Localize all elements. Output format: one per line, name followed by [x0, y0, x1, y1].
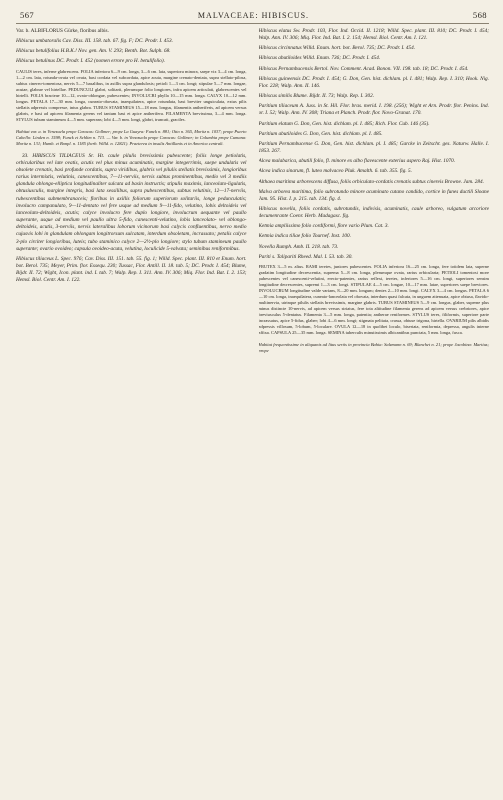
- paragraph: Hibiscus elatus Sw. Prodr. 103, Flor. Ind. Occid. II. 1218; Willd. Spec. plant. III. 810; DC. Prodr. I. 454; Walp. Ann. IV. 306; Miq. Flor. Ind. Bat. I. 2. 154; Hemsl. Biol. Centr. Am. I. 121.: [258, 28, 489, 42]
- paragraph: Hibiscus tiliaceus L. Spec. 976; Cav. Diss. III. 151. tab. 55. fig. 1; Willd. Spec. plant. III. 810 et Enum. hort. bot. Berol. 735; Meyer, Prim. flor. Essequ. 230; Tussac, Flor. Antill. II. 18. tab. 5; DC. Prodr. I. 454; Blume, Bijdr. II. 72; Wight, Icon. plant. ind. I. tab. 7; Walp. Rep. I. 311. Ann. IV. 306; Miq. Flor. Ind. Bat. I. 2. 153; Hemsl. Biol. Centr. Am. I. 122.: [16, 255, 247, 284]
- right-column: [259, 28, 490, 794]
- running-head: [16, 10, 489, 24]
- left-column: [16, 28, 247, 794]
- paragraph: Althaea maritima arborescens diffusa, foliis orbiculato-cordatis crenatis subtus cinereis Browne. Jam. 284.: [258, 178, 484, 185]
- paragraph: CAULIS teres, inferne glabrescens. FOLIA inferiora 6—9 cm. longa, 3—6 cm. lata, superiora minora, saepe vix 3—4 cm. longa, 1—2 cm. lata, rotunda-ovata vel ovata, basi cordata vel subcordata, apice acuta, margine crenato-dentata, supra stellato-pilosa, subtus cinereo-tomentosa, nervis 5—7 basalibus, in axillis supra glandulosis; petioli 1—3 cm. longi; stipulae 5—7 mm. longae, acutae, glabrae vel hirtellae. PEDUNCULI glabri, solitarii, plerumque folio longiores, infra apicem articulati, glabrescentes vel hirtelli. FOLIA bracteae 10—12, ovato-oblongae, pubescentes; INVOLUCRI phylla 10—15 mm. longa. CALYX 10—12 mm. longus. PETALA 17—30 mm. longa, cuneato-obovata, inaequilatera, apice rotundata, basi breviter unguiculata, extus pilis stellatis adpressis compresse, intus glabra. TUBUS STAMINEUS 15—18 mm. longus, filamentis antheriferis, ad apicem versus glabris, e basi ad apicem filamenta gerens vel tantum basi et apice antherifera. FILAMENTA brevissima, 3—4 mm. longa. STYLUS tubum stamineum 4—5 mm. superans; lobi 4—5 mm. longi, glabri, truncati, graciles.: [16, 68, 247, 122]
- paragraph: Hibiscus similis Blume. Bijdr. II. 73; Walp. Rep. I. 302.: [258, 93, 375, 100]
- left-page-number: 567: [20, 10, 35, 20]
- right-page-number: 568: [472, 10, 487, 20]
- paragraph: Paritium abutiloides G. Don, Gen. hist. dichlam. pl. I. 485.: [258, 130, 383, 137]
- paragraph: Hibiscus abutiloides Willd. Enum. 736; DC. Prodr. I. 454.: [258, 55, 381, 62]
- paragraph: Paritium tiliaceum A. Juss. in St. Hil. Flor. bras. merid. I. 198. (256); Wight et Arn. Prodr. flor. Penins. Ind. or. I. 52; Walp. Ann. IV. 308; Triana et Planch. Prodr. flor. Novo-Granat. 170.: [258, 103, 489, 117]
- paragraph: Paritium Pernambucense G. Don, Gen. hist. dichlam. pl. I. 485; Garcke in Zeitschr. ges. Naturw. Halle. I. 1853. 267.: [258, 140, 489, 155]
- paragraph: Pariti s. Talipariti Rheed. Mal. I. 53. tab. 30.: [258, 253, 353, 260]
- paragraph: Hibiscus novella, foliis cordatis, subrotundis, indivisis, acuminatis, caule arboreo, vulgatum arcoriore decumenrante Coenr. Herb. Madagasc. fig.: [258, 205, 489, 220]
- running-title: MALVACEAE: HIBISCUS.: [197, 11, 310, 20]
- paragraph: Malva arborea maritima, folio subrotundo minore acuminato cutano candido, cortice in funes ductili Sloane Jam. 95. Hist. I. p. 215. tab. 134. fig. 4.: [258, 188, 489, 202]
- paragraph: Hibiscus circinnatus Willd. Enum. hort. bot. Berol. 735; DC. Prodr. I. 454.: [258, 45, 416, 52]
- paragraph: Alcea indica sinarum, fl. luteo malvaceo Pluk. Amalth. 6. tab. 355. fig. 5.: [258, 168, 412, 175]
- paragraph: 33. HIBISCUS TILIACEUS Sr. Ht. caule pilulis brevissimis pubescente; foliis longe petiolatis, orbicularibus vel late ovatis, acutis vel plus minus acuminatis, margine integerrimis, saepe undulatis vel obsolete crenatis, basi profunde cordatis, supra viridibus, glabris vel pilulis stellatis brevissimis, longioribus rarius intermixtis, velutinis, canescentibus, 7—11-nerviis, nervis subtus prominentibus, medio vel 3 mediis glandula oblongo-elliptica longitudinaliter sulcata ad basin instructis; stipulis maximis, lanceolato-ligulatis, obtusiusculis, margine integris, basi lata sessilibus, supra pubescentibus, subtus velutinis, 12—17-nerviis, rubescentibus submembranaceis; floribus in axillis foliorum superiorum solitariis, longe pedunculatis; involucro campanulato, 9—11-dentato vel fere usque ad medium 9—11-fido, velutino, lobis deltoideis vel lanceolato-deltoideis, acutis; calyce involucro fere duplo longiore, involucrum aequante vel paullo superante, usque ad medium vel paullo ultra 5-fido, canescenti-velutino, lobis lanceolato- vel oblongo-deltoideis, acutis, 3-nerviis, nervis lateralibus loborum vicinorum basi calycis confluentibus, nervo medio cujusvis lobi in glandulam oblongam longitrorsum sulcatam, interdum obsoletam, incrassato; petalis calyce 3-plo circiter longioribus, luteis; tubo staminico calyce 2—2½-plo longiore; stylo tubum stamineum paullo superante; ovario ovoideo; capsula ovoideo-acuta, velutina, loculicide 5-valvata; seminibus reniformibus.: [16, 152, 247, 252]
- paragraph: Hibiscus Pernambucensis Bertol. Nov. Comment. Acad. Bonon. VII. 198. tab. 18; DC. Prodr. I. 454.: [258, 65, 469, 72]
- paragraph: Hibiscus betulinus DC. Prodr. I. 452 (nomen errore pro H. betulifolio).: [16, 58, 165, 65]
- paragraph: Ketmia indica tiliae folio Tournef. Inst. 100.: [258, 233, 351, 240]
- paragraph: Alcea malabarica, abutili folio, fl. minore ex albo flavescente exterius aspero Raj. Hist. 1070.: [258, 158, 456, 165]
- text-columns: [16, 28, 489, 794]
- paragraph: Paritium elatum G. Don, Gen. hist. dichlam. pl. I. 485; Rich. Flor. Cub. 146 (35).: [258, 120, 430, 127]
- paragraph: FRUTEX 3—5 m. altus. RAMI teretes, juniores pubescentes. FOLIA inferiora 16—25 cm. longa, fere totidem lata, superne gradatim longitudine decrescentia, suprema 5—8 cm. longa, plerumque ovata, rarius orbicularia; PETIOLI tomentosi more pubescentes vel canescenti-velutini, erecto-patentes, rarius reflexi, teretes, inferiores 5—16 cm. longi, superiores sensim longitudine decrescentes, supremi 1—3 cm. longi. STIPULAE 4—5 cm. longae, 10—17 mm. latae, superiores saepe breviores. INVOLUCRUM longitudine valde varians, 8—20 mm. longum; dentes 2—10 mm. longi. CALYX 3—4 cm. longus. PETALA 6—10 cm. longa, inaequilatera, cuneato-lanceolata vel obovata, interdum quasi falcata, in unguem attenuata, apice obtusa, flavido-multinervia, utrinque pilulis stellatis brevissimis, margine glabris. TUBUS STAMINEUS 5—9 cm. longus, glaber, superne plus minus distincte 10-nervis, ad apicem versus striatus, fere tota altitudine filamenta gerens ad apicem versus crebriores, apice breviusculus 5-dentatus. Filamenta 3—5 mm. longa, patentia; antherae reniformes. STYLUS teres, filiformis, superiore parte incrassatus, apice 5-fidus, glaber; lobi 4—6 mm. longi; stigmata pelitata, crassa, obtuse trigona, hirtella. OVARIUM pilis albidis adpressis villosum, 5-lobum, 5-loculare. OVULA 12—18 in quolibet loculo, biseriata, reniformia, depressa, angulis interne affixa. CAPSULA 25—35 mm. longa. SEMINA tuberculis minutissimis albicantibus punctata, 5 mm. longa, fusca.: [258, 263, 489, 335]
- paragraph: Hibiscus guineensis DC. Prodr. I. 454; G. Don, Gen. hist. dichlam. pl. I. 481; Walp. Rep. I. 310; Hook. Nig. Flor. 228; Walp. Ann. II. 146.: [258, 75, 489, 89]
- paragraph: Var. b. ALBIFLORUS Gürke, floribus albis.: [16, 28, 109, 34]
- paragraph: Novella Rumph. Amb. II. 218. tab. 73.: [258, 243, 339, 250]
- paragraph: Hibiscus umbatoralis Cav. Diss. III. 158. tab. 67. fig. F; DC. Prodr. I. 453.: [16, 38, 173, 45]
- paragraph: Hibiscus betulifolius H.B.K.! Nov. gen. Am. V. 293; Benth. Bot. Sulph. 68.: [16, 48, 171, 55]
- paragraph: Habitat var. a. in Venezuela prope Caracas: Gollmer; prope La Guayra: Funck n. 881; Otto n. 365, Moritz n. 1037; prope Puerto Cabello: Linden n. 1598; Funck et Schlim n. 713. — Var. b. in Venezuela prope Caracas: Gollmer; in Columbia prope Cumana: Moritz n. 131; Humb. et Bonpl. n. 1185 (herb. Willd. n. 12821). Praeterea in insulis Antillanis et in America centrali.: [16, 128, 247, 146]
- paragraph: Habitat frequentissime in aliquanis ad litus sertis in provincia Bahia: Salzmann n. 69; Blanchet n. 21; prope Jacobina: Martius; prope: [258, 341, 489, 353]
- paragraph: Ketmia ampliissimo folio cordiformi, flore vario Plum. Cat. 3.: [258, 223, 389, 230]
